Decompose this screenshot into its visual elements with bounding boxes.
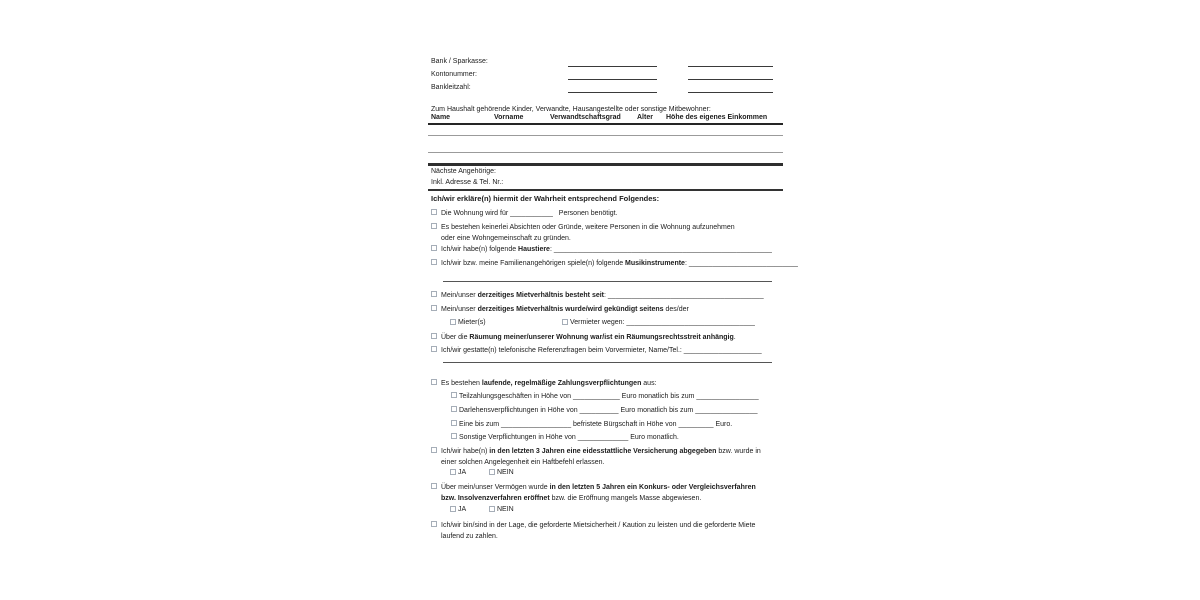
text-bold: in den letzten 5 Jahren ein Konkurs- oder Vergleichsverfahren <box>549 484 756 491</box>
checklist-item-references <box>431 345 786 356</box>
item-text <box>441 520 786 542</box>
item-text <box>441 334 736 341</box>
checkbox-mieter[interactable] <box>450 319 456 325</box>
checklist-item-instruments <box>431 258 798 269</box>
relatives-label <box>428 167 786 178</box>
checkbox-instruments[interactable] <box>431 259 437 265</box>
line-1 <box>441 482 786 493</box>
item-text: Teilzahlungsgeschäften in Höhe von ____________ Euro monatlich bis zum ________________ <box>459 393 759 400</box>
ja-label: JA <box>458 469 467 476</box>
table-row-line <box>428 152 783 153</box>
blank-line <box>688 83 773 93</box>
column-verwandtschaftsgrad: Verwandtschaftsgrad <box>550 114 621 121</box>
line-2 <box>441 493 786 504</box>
nein-label: NEIN <box>497 469 514 476</box>
checkbox-obligations[interactable] <box>431 379 437 385</box>
item-text <box>441 380 657 387</box>
item-text <box>441 446 786 468</box>
text-bold: derzeitiges Mietverhältnis besteht seit <box>477 292 605 299</box>
checklist-item-terminated <box>431 304 786 315</box>
checklist-item-eviction <box>431 332 786 343</box>
text: Ich/wir habe(n) <box>441 448 490 455</box>
checklist-item-no-additional <box>431 222 786 244</box>
checklist-item-pets <box>431 244 786 255</box>
mieter-label: Mieter(s) <box>458 319 486 326</box>
column-vorname: Vorname <box>494 114 524 121</box>
text: : ________________________________________ <box>604 292 764 299</box>
checkbox-sonstige[interactable] <box>451 433 457 439</box>
item-text: Die Wohnung wird für ___________ Personen benötigt. <box>441 210 618 217</box>
affidavit-ja-nein-row <box>428 468 786 479</box>
checkbox-references[interactable] <box>431 346 437 352</box>
obligation-sub-darlehen <box>451 405 786 416</box>
text-bold: Haustiere <box>518 246 550 253</box>
checklist-item-deposit <box>431 520 786 542</box>
checkbox-tenancy-since[interactable] <box>431 291 437 297</box>
checkbox-insolvency-nein[interactable] <box>489 506 495 512</box>
text-bold: Musikinstrumente <box>625 260 685 267</box>
checklist-item-tenancy-since <box>431 290 786 301</box>
text: Ich/wir habe(n) folgende <box>441 246 519 253</box>
text: Über mein/unser Vermögen wurde <box>441 484 550 491</box>
text: bzw. die Eröffnung mangels Masse abgewiesen. <box>549 495 702 502</box>
blank-line <box>688 70 773 80</box>
text: . <box>733 334 736 341</box>
nein-label: NEIN <box>497 506 514 513</box>
blank-line <box>688 57 773 67</box>
text: Mein/unser <box>441 292 478 299</box>
bank-row-kontonummer <box>428 70 786 81</box>
checkbox-insolvency-ja[interactable] <box>450 506 456 512</box>
line-2: einer solchen Angelegenheit ein Haftbefehl erlassen. <box>441 459 605 466</box>
section-rule <box>428 189 783 191</box>
bank-label: Bankleitzahl: <box>431 84 471 91</box>
vermieter-label: Vermieter wegen: _________________________________ <box>570 319 755 326</box>
checkbox-darlehen[interactable] <box>451 406 457 412</box>
item-text <box>441 482 786 504</box>
line-1: Es bestehen keinerlei Absichten oder Gründe, weitere Personen in die Wohnung aufzunehmen <box>441 224 735 231</box>
obligation-sub-buergschaft <box>451 419 786 430</box>
text-bold: derzeitiges Mietverhältnis wurde/wird gekündigt seitens <box>477 306 664 313</box>
text: : ________________________________________________________ <box>549 246 772 253</box>
item-text <box>441 222 786 244</box>
text: Mein/unser <box>441 306 478 313</box>
line-1 <box>441 446 786 457</box>
text: : ____________________________ <box>684 260 798 267</box>
insolvency-ja-nein-row <box>428 505 786 516</box>
bank-label: Bank / Sparkasse: <box>431 58 488 65</box>
checkbox-deposit[interactable] <box>431 521 437 527</box>
text-bold: laufende, regelmäßige Zahlungsverpflichtungen <box>481 380 642 387</box>
checkbox-persons[interactable] <box>431 209 437 215</box>
line-2: laufend zu zahlen. <box>441 533 498 540</box>
relatives-address-label <box>428 178 786 189</box>
checkbox-no-additional[interactable] <box>431 223 437 229</box>
blank-line <box>568 70 657 80</box>
relatives-label-text: Nächste Angehörige: <box>431 168 496 175</box>
item-text <box>441 246 772 253</box>
table-row-line <box>428 135 783 136</box>
bank-row-sparkasse <box>428 57 786 68</box>
text-bold: Räumung meiner/unserer Wohnung war/ist ein Räumungsrechtsstreit anhängig <box>469 334 734 341</box>
checklist-item-obligations <box>431 378 786 389</box>
checkbox-pets[interactable] <box>431 245 437 251</box>
text-bold: bzw. Insolvenzverfahren eröffnet <box>441 495 550 502</box>
column-einkommen: Höhe des eigenes Einkommen <box>666 114 768 121</box>
checklist-item-affidavit <box>431 446 786 468</box>
checkbox-affidavit-nein[interactable] <box>489 469 495 475</box>
write-in-line <box>443 280 772 282</box>
table-header-rule <box>428 123 783 125</box>
checkbox-affidavit-ja[interactable] <box>450 469 456 475</box>
checkbox-buergschaft[interactable] <box>451 420 457 426</box>
text-bold: in den letzten 3 Jahren eine eidesstattliche Versicherung abgegeben <box>489 448 717 455</box>
blank-line <box>568 83 657 93</box>
item-text: Ich/wir gestatte(n) telefonische Referenzfragen beim Vorvermieter, Name/Tel.: ____________________ <box>441 347 762 354</box>
declaration-heading: Ich/wir erkläre(n) hiermit der Wahrheit entsprechend Folgendes: <box>431 194 660 203</box>
text: Es bestehen <box>441 380 482 387</box>
text: des/der <box>663 306 689 313</box>
item-text: Darlehensverpflichtungen in Höhe von __________ Euro monatlich bis zum ________________ <box>459 407 758 414</box>
line-1: Ich/wir bin/sind in der Lage, die geforderte Mietsicherheit / Kaution zu leisten und die geforderte Miete <box>441 522 756 529</box>
item-text: Sonstige Verpflichtungen in Höhe von _____________ Euro monatlich. <box>459 434 679 441</box>
table-bottom-rule <box>428 163 783 166</box>
obligation-sub-teilzahlung <box>451 391 786 402</box>
checkbox-eviction[interactable] <box>431 333 437 339</box>
checklist-item-persons <box>431 208 786 219</box>
checklist-item-insolvency <box>431 482 786 504</box>
blank-line <box>568 57 657 67</box>
bank-row-bankleitzahl <box>428 83 786 94</box>
item-text <box>441 306 689 313</box>
text: bzw. wurde in <box>716 448 761 455</box>
checkbox-affidavit[interactable] <box>431 447 437 453</box>
obligation-sub-sonstige <box>451 432 786 443</box>
checkbox-vermieter[interactable] <box>562 319 568 325</box>
relatives-address-text: Inkl. Adresse & Tel. Nr.: <box>431 179 504 186</box>
write-in-line <box>443 361 772 363</box>
terminated-options-row <box>428 318 786 329</box>
form-document <box>428 0 798 600</box>
text: Ich/wir bzw. meine Familienangehörigen spiele(n) folgende <box>441 260 626 267</box>
checkbox-insolvency[interactable] <box>431 483 437 489</box>
checkbox-teilzahlung[interactable] <box>451 392 457 398</box>
text: Über die <box>441 334 470 341</box>
line-2: oder eine Wohngemeinschaft zu gründen. <box>441 235 571 242</box>
ja-label: JA <box>458 506 467 513</box>
text: aus: <box>641 380 657 387</box>
item-text <box>441 292 764 299</box>
column-name: Name <box>431 114 451 121</box>
bank-label: Kontonummer: <box>431 71 477 78</box>
item-text: Eine bis zum __________________ befristete Bürgschaft in Höhe von _________ Euro. <box>459 421 733 428</box>
column-alter: Alter <box>637 114 653 121</box>
household-intro-text: Zum Haushalt gehörende Kinder, Verwandte, Hausangestellte oder sonstige Mitbewohner: <box>431 106 711 113</box>
item-text <box>441 260 798 267</box>
checkbox-terminated[interactable] <box>431 305 437 311</box>
